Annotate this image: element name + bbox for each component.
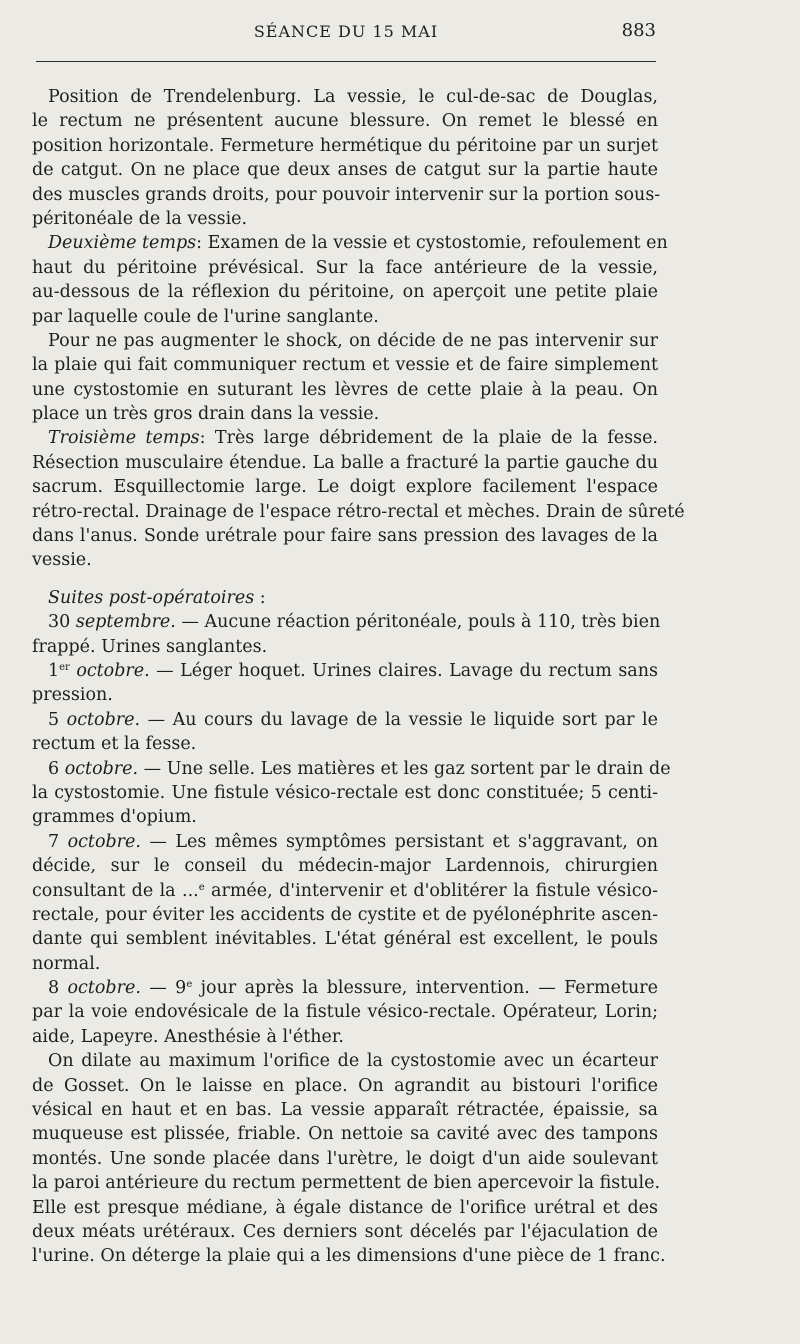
text-line: position horizontale. Fermeture hermétique du péritoine par un surjet [32, 135, 658, 156]
page-header [36, 20, 656, 44]
entry-7-octobre [32, 830, 658, 976]
text-line: pression. [32, 685, 113, 706]
text-line: place un très gros drain dans la vessie. [32, 404, 380, 425]
body-text [32, 85, 685, 1269]
text-line: par la voie endovésicale de la fistule vésico-rectale. Opérateur, Lorin; [32, 1002, 658, 1023]
text-line: la plaie qui fait communiquer rectum et vessie et de faire simplement [32, 355, 658, 376]
text-line: péritonéale de la vessie. [32, 208, 248, 229]
text-line: dante qui semblent inévitables. L'état général est excellent, le pouls [32, 929, 658, 950]
text-line: Résection musculaire étendue. La balle a fracturé la partie gauche du [32, 452, 658, 473]
entry-5-octobre [32, 708, 658, 757]
troisieme-temps-label: Troisième temps [48, 428, 200, 449]
text-line: vessie. [32, 550, 92, 571]
paragraph-troisieme-temps [32, 426, 685, 572]
text-line: Pour ne pas augmenter le shock, on décide de ne pas intervenir sur [48, 330, 658, 351]
text-line: rectale, pour éviter les accidents de cystite et de pyélonéphrite ascen- [32, 904, 658, 925]
text-line: décide, sur le conseil du médecin-major Lardennois, chirurgien [32, 856, 658, 877]
entry-8-octobre [32, 976, 658, 1049]
text-line: une cystostomie en suturant les lèvres de cette plaie à la peau. On [32, 379, 658, 400]
text-line: 6 octobre. — Une selle. Les matières et les gaz sortent par le drain de [48, 758, 671, 779]
text-line: haut du péritoine prévésical. Sur la face antérieure de la vessie, [32, 257, 658, 278]
text-line: rectum et la fesse. [32, 734, 197, 755]
text-line: Troisième temps: Très large débridement de la plaie de la fesse. [48, 428, 658, 449]
text-line: grammes d'opium. [32, 807, 197, 828]
text-line: la cystostomie. Une fistule vésico-rectale est donc constituée; 5 centi- [32, 782, 658, 803]
paragraph-trendelenburg [32, 85, 661, 231]
text-line: 30 septembre. — Aucune réaction péritonéale, pouls à 110, très bien [48, 612, 661, 633]
page-number: 883 [621, 20, 656, 41]
text-line: l'urine. On déterge la plaie qui a les dimensions d'une pièce de 1 franc. [32, 1246, 666, 1267]
text-line: le rectum ne présentent aucune blessure. On remet le blessé en [32, 111, 658, 132]
text-line: vésical en haut et en bas. La vessie apparaît rétractée, épaissie, sa [32, 1100, 658, 1121]
paragraph-shock [32, 329, 658, 427]
entry-30-septembre [32, 610, 661, 659]
deuxieme-temps-label: Deuxième temps [48, 233, 197, 254]
text-line: Elle est presque médiane, à égale distance de l'orifice urétral et des [32, 1197, 658, 1218]
suites-heading: Suites post-opératoires : [48, 587, 266, 608]
text-line: 1er octobre. — Léger hoquet. Urines claires. Lavage du rectum sans [48, 660, 658, 681]
text-line: Position de Trendelenburg. La vessie, le cul-de-sac de Douglas, [48, 87, 658, 107]
text-line: montés. Une sonde placée dans l'urètre, le doigt d'un aide soulevant [32, 1148, 658, 1169]
text-line: par laquelle coule de l'urine sanglante. [32, 306, 379, 327]
entry-6-octobre [32, 757, 671, 830]
text-line: des muscles grands droits, pour pouvoir intervenir sur la portion sous- [32, 184, 661, 205]
text-line: 5 octobre. — Au cours du lavage de la vessie le liquide sort par le [48, 709, 659, 730]
text-line: deux méats urétéraux. Ces derniers sont décelés par l'éjaculation de [32, 1221, 658, 1242]
header-rule [36, 61, 656, 62]
section-gap [32, 573, 658, 586]
text-line: 7 octobre. — Les mêmes symptômes persistant et s'aggravant, on [48, 831, 658, 852]
text-line: consultant de la ...$^e$ armée, d'intervenir et d'oblitérer la fistule vésico- [32, 880, 658, 901]
text-line: frappé. Urines sanglantes. [32, 636, 268, 657]
text-line: la paroi antérieure du rectum permettent de bien apercevoir la fistule. [32, 1173, 661, 1194]
running-title: SÉANCE DU 15 MAI [253, 22, 439, 41]
paragraph-deuxieme-temps [32, 231, 668, 329]
text-line: 8 octobre. — 9e jour après la blessure, intervention. — Fermeture [48, 978, 658, 999]
text-line: Deuxième temps: Examen de la vessie et cystostomie, refoulement en [48, 233, 668, 254]
text-line: de Gosset. On le laisse en place. On agrandit au bistouri l'orifice [32, 1075, 658, 1096]
paragraph-dilatation [32, 1049, 666, 1269]
text-line: sacrum. Esquillectomie large. Le doigt explore facilement l'espace [32, 477, 658, 498]
text-line: de catgut. On ne place que deux anses de catgut sur la partie haute [32, 160, 658, 181]
entry-1er-octobre [32, 659, 658, 708]
text-line: aide, Lapeyre. Anesthésie à l'éther. [32, 1026, 344, 1047]
text-line: rétro-rectal. Drainage de l'espace rétro-rectal et mèches. Drain de sûreté [32, 501, 685, 522]
text-line: On dilate au maximum l'orifice de la cystostomie avec un écarteur [48, 1051, 658, 1072]
text-line: au-dessous de la réflexion du péritoine, on aperçoit une petite plaie [32, 282, 658, 303]
text-line: normal. [32, 953, 101, 974]
text-line: dans l'anus. Sonde urétrale pour faire sans pression des lavages de la [32, 526, 658, 547]
text-line: muqueuse est plissée, friable. On nettoie sa cavité avec des tampons [32, 1124, 658, 1145]
